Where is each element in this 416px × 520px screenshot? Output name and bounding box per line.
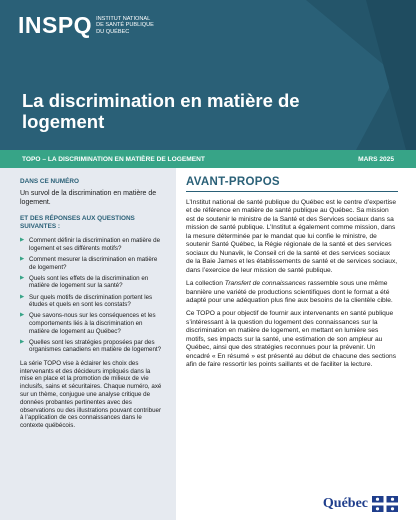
main-content: [186, 176, 398, 375]
topic-band: [0, 150, 416, 168]
heading-divider: [186, 191, 398, 192]
list-item: ▶ Quelles sont les stratégies proposées par des organismes canadiens en matière de logement?: [20, 338, 162, 354]
sidebar: [0, 168, 176, 520]
logo-subtitle: INSTITUT NATIONAL DE SANTÉ PUBLIQUE DU QUÉBEC: [96, 16, 154, 35]
paragraph-collection: La collection Transfert de connaissances rassemble sous une même bannière une variété de productions scientifiques dont le format a été adapté pour une adéquation plus fine aux besoins de la clientèle cible.: [186, 280, 393, 304]
logo-wordmark: INSPQ: [18, 12, 93, 38]
series-description: La série TOPO vise à éclairer les choix des intervenants et des décideurs impliqués dans la mise en place et la promotion de milieux de vie inclusifs, sains et sécuritaires. Chaque numéro, axé sur un thème, conjugue une analyse critique de données probantes pertinentes avec des observations ou des illustrations pouvant contribuer à l’application de ces connaissances dans le contexte québécois.: [20, 359, 162, 430]
inspq-logo: [18, 14, 154, 37]
sidebar-summary: Un survol de la discrimination en matière de logement.: [20, 190, 157, 206]
quebec-wordmark: Québec: [322, 496, 368, 511]
list-item: ▶ Sur quels motifs de discrimination portent les études et quels en sont les constats?: [20, 293, 153, 309]
arrow-bullet-icon: ▶: [20, 293, 25, 300]
list-item: ▶ Comment définir la discrimination en matière de logement et ses différents motifs?: [20, 237, 161, 252]
cover-header: [0, 0, 416, 150]
paragraph-objective: Ce TOPO a pour objectif de fournir aux intervenants en santé publique s’intéressant à la question du logement des connaissances sur la discrimination en matière de logement, en mettant en lumière ses motifs, ses impacts sur la santé, une estimation de son ampleur au Québec, ainsi que des stratégies reconnues pour la prévenir. Un encadré « En résumé » est présenté au début de chacune des sections afin de faire ressortir les points saillants et de faciliter la lecture.: [186, 310, 397, 369]
document-title: La discrimination en matière de logement: [22, 90, 300, 132]
band-date: MARS 2025: [358, 155, 394, 163]
list-item: ▶ Quels sont les effets de la discrimination en matière de logement sur la santé?: [20, 274, 149, 290]
arrow-bullet-icon: ▶: [20, 274, 25, 281]
band-series-title: TOPO – LA DISCRIMINATION EN MATIÈRE DE LOGEMENT: [22, 155, 205, 163]
question-list: [20, 237, 162, 354]
paragraph-institute: L’Institut national de santé publique du Québec est le centre d’expertise et de référence en matière de santé publique au Québec. Sa mission est de soutenir le ministre de la Santé et des Services sociaux dans sa mission de santé publique. L’Institut a également comme mission, dans la mesure déterminée par le mandat que lui confie le ministre, de soutenir Santé Québec, la Régie régionale de la santé et des services sociaux du Nunavik, le Conseil cri de la santé et des services sociaux de la Baie James et les établissements de santé et de services sociaux, dans l’exercice de leur mission de santé publique.: [186, 199, 398, 274]
quebec-logo: [323, 496, 398, 512]
arrow-bullet-icon: ▶: [20, 312, 25, 319]
sidebar-heading-in-this-issue: DANS CE NUMÉRO: [20, 178, 79, 185]
sidebar-heading-questions: ET DES RÉPONSES AUX QUESTIONS SUIVANTES :: [20, 215, 135, 231]
list-item: ▶ Comment mesurer la discrimination en matière de logement?: [20, 255, 158, 271]
list-item: ▶ Que savons-nous sur les conséquences et les comportements liés à la discrimination en matière de logement au Québec?: [20, 312, 156, 335]
collection-name: Transfert de connaissances: [224, 280, 306, 288]
fleur-de-lis-flag-icon: [372, 496, 398, 512]
arrow-bullet-icon: ▶: [20, 255, 25, 262]
arrow-bullet-icon: ▶: [20, 338, 25, 345]
section-heading-foreword: AVANT-PROPOS: [186, 176, 280, 188]
arrow-bullet-icon: ▶: [20, 237, 25, 244]
